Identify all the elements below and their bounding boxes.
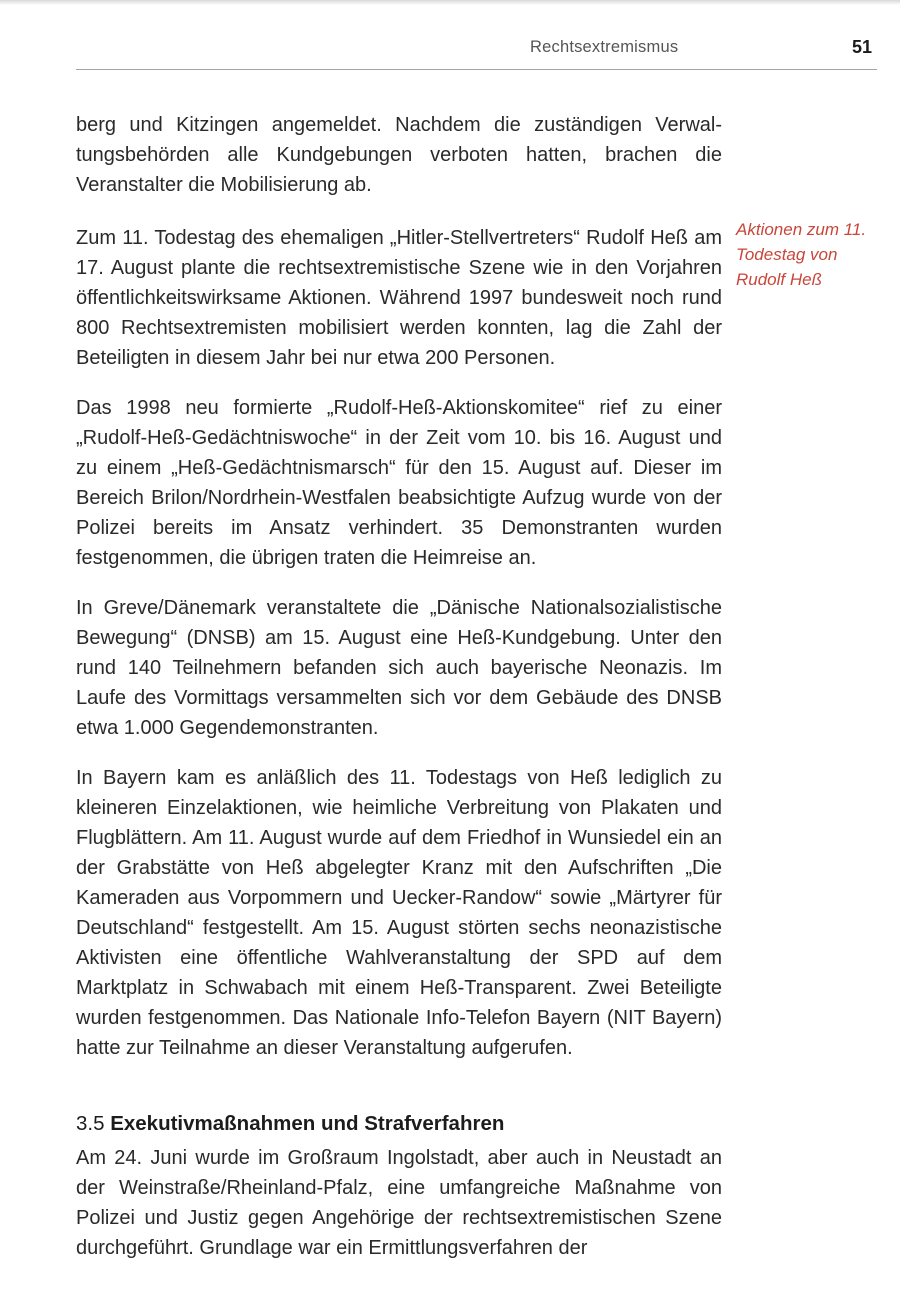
page-top-edge [0,0,900,5]
paragraph: Das 1998 neu formierte „Rudolf-Heß-Aktionskomitee“ rief zu einer „Rudolf-Heß-Gedächtniswoche“ in der Zeit vom 10. bis 16. August und zu einem „Heß-Gedächtnismarsch“ für den 15. August auf. Dieser im Bereich Brilon/Nordrhein-Westfalen beabsichtigte Aufzug wurde von der Polizei bereits im Ansatz verhindert. 35 Demonstranten wurden festgenommen, die übrigen traten die Heimreise an. [76,397,722,569]
paragraph: In Greve/Dänemark veranstaltete die „Dänische Nationalsozialistische Bewegung“ (DNSB) am 15. August eine Heß-Kundgebung. Unter den rund 140 Teilnehmern befanden sich auch bayerische Neonazis. Im Laufe des Vormittags versammelten sich vor dem Gebäude des DNSB etwa 1.000 Gegendemonstranten. [76,597,722,739]
paragraph: Zum 11. Todestag des ehemaligen „Hitler-Stellvertreters“ Rudolf Heß am 17. August plante die rechtsextremistische Szene wie in den Vorjahren öffentlichkeitswirksame Aktionen. Während 1997 bundesweit noch rund 800 Rechtsextremisten mobilisiert werden konnten, lag die Zahl der Beteiligten in diesem Jahr bei nur etwa 200 Personen. [76,227,722,369]
page-number: 51 [852,37,873,57]
paragraph: berg und Kitzingen angemeldet. Nachdem die zuständigen Verwaltungsbehörden alle Kundgebungen verboten hatten, brachen die Veranstalter die Mobilisierung ab. [76,114,722,196]
paragraph: In Bayern kam es anläßlich des 11. Todestags von Heß lediglich zu kleineren Einzelaktionen, wie heimliche Verbreitung von Plakaten und Flugblättern. Am 11. August wurde auf dem Friedhof in Wunsiedel ein an der Grabstätte von Heß abgelegter Kranz mit den Aufschriften „Die Kameraden aus Vorpommern und Uecker-Randow“ sowie „Märtyrer für Deutschland“ festgestellt. Am 15. August störten sechs neonazistische Aktivisten eine öffentliche Wahlveranstaltung der SPD auf dem Marktplatz in Schwabach mit einem Heß-Transparent. Zwei Beteiligte wurden festgenommen. Das Nationale Info-Telefon Bayern (NIT Bayern) hatte zur Teilnahme an dieser Veranstaltung aufgerufen. [76,767,722,1059]
section-title: Exekutivmaßnahmen und Strafverfahren [110,1112,505,1135]
section-heading [76,1109,722,1139]
header-rule [76,69,877,70]
body-text [76,110,722,1283]
section-number: 3.5 [76,1112,105,1135]
running-head-title: Rechtsextremismus [530,38,679,56]
margin-note: Aktionen zum 11. Todestag von Rudolf Heß [736,220,867,289]
section-paragraph: Am 24. Juni wurde im Großraum Ingolstadt, aber auch in Neustadt an der Weinstraße/Rheinland-Pfalz, eine umfangreiche Maßnahme von Polizei und Justiz gegen Angehörige der rechtsextremistischen Szene durchgeführt. Grundlage war ein Ermittlungsverfahren der [76,1147,722,1259]
